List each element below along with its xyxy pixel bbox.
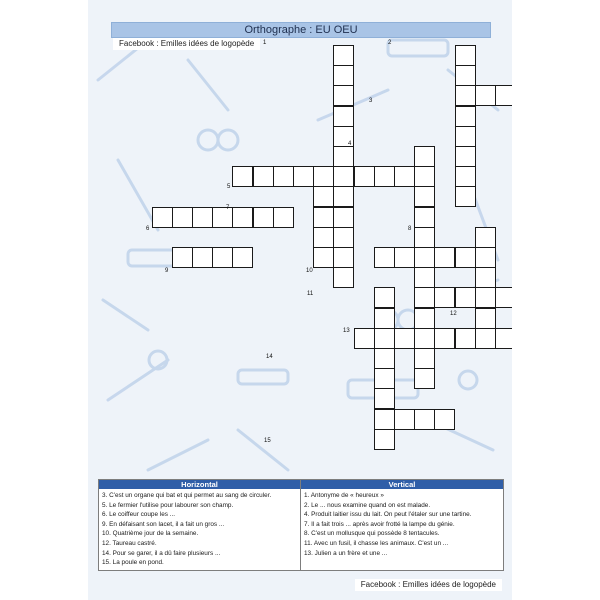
crossword-cell[interactable]	[333, 166, 354, 187]
crossword-cell[interactable]	[455, 126, 476, 147]
crossword-cell[interactable]	[455, 186, 476, 207]
clues-table	[98, 479, 504, 571]
horizontal-clue: 6. Le coiffeur coupe les ...	[102, 511, 176, 519]
vertical-heading: Vertical	[301, 480, 503, 489]
crossword-cell[interactable]	[455, 106, 476, 127]
clue-number-3: 3	[369, 98, 373, 104]
crossword-cell[interactable]	[333, 45, 354, 66]
horizontal-clue: 12. Taureau castré.	[102, 539, 157, 547]
clue-number-7: 7	[226, 205, 230, 211]
crossword-cell[interactable]	[414, 247, 435, 268]
crossword-cell[interactable]	[434, 409, 455, 430]
crossword-cell[interactable]	[232, 166, 253, 187]
vertical-clue: 1. Antonyme de « heureux »	[304, 492, 384, 499]
crossword-cell[interactable]	[333, 227, 354, 248]
crossword-cell[interactable]	[273, 207, 294, 228]
crossword-cell[interactable]	[455, 146, 476, 167]
crossword-cell[interactable]	[475, 287, 496, 308]
crossword-cell[interactable]	[333, 207, 354, 228]
crossword-cell[interactable]	[414, 409, 435, 430]
crossword-cell[interactable]	[495, 85, 512, 106]
crossword-cell[interactable]	[333, 65, 354, 86]
crossword-cell[interactable]	[475, 267, 496, 288]
crossword-cell[interactable]	[434, 247, 455, 268]
clue-number-6: 6	[146, 226, 150, 232]
crossword-cell[interactable]	[313, 166, 334, 187]
crossword-cell[interactable]	[333, 146, 354, 167]
vertical-clue: 4. Produit laitier issu du lait. On peut l'étaler sur une tartine.	[304, 511, 472, 519]
crossword-cell[interactable]	[455, 65, 476, 86]
crossword-cell[interactable]	[232, 207, 253, 228]
horizontal-clue: 14. Pour se garer, il a dû faire plusieurs ...	[102, 549, 221, 557]
crossword-cell[interactable]	[212, 207, 233, 228]
crossword-cell[interactable]	[394, 328, 415, 349]
clue-number-4: 4	[348, 141, 352, 147]
crossword-cell[interactable]	[333, 186, 354, 207]
crossword-cell[interactable]	[313, 207, 334, 228]
crossword-cell[interactable]	[394, 247, 415, 268]
crossword-cell[interactable]	[475, 85, 496, 106]
crossword-cell[interactable]	[313, 186, 334, 207]
crossword-cell[interactable]	[414, 368, 435, 389]
credit-bottom: Facebook : Emilles idées de logopède	[355, 579, 502, 591]
clue-number-2: 2	[388, 40, 392, 46]
crossword-cell[interactable]	[475, 328, 496, 349]
crossword-cell[interactable]	[333, 247, 354, 268]
crossword-cell[interactable]	[475, 308, 496, 329]
crossword-cell[interactable]	[374, 409, 395, 430]
horizontal-clue: 3. C'est un organe qui bat et qui permet au sang de circuler.	[102, 492, 272, 499]
clue-number-12: 12	[450, 311, 457, 317]
crossword-cell[interactable]	[475, 247, 496, 268]
crossword-cell[interactable]	[192, 247, 213, 268]
crossword-cell[interactable]	[414, 328, 435, 349]
crossword-cell[interactable]	[414, 207, 435, 228]
clue-number-15: 15	[264, 438, 271, 444]
worksheet-page	[88, 0, 512, 600]
crossword-cell[interactable]	[172, 207, 193, 228]
crossword-cell[interactable]	[455, 45, 476, 66]
vertical-clue: 2. Le ... nous examine quand on est malade.	[304, 501, 431, 509]
clue-number-9: 9	[165, 268, 169, 274]
crossword-cell[interactable]	[374, 247, 395, 268]
crossword-cell[interactable]	[354, 166, 375, 187]
crossword-cell[interactable]	[434, 328, 455, 349]
crossword-cell[interactable]	[455, 247, 476, 268]
crossword-cell[interactable]	[495, 328, 512, 349]
crossword-cell[interactable]	[455, 328, 476, 349]
horizontal-clues-column	[99, 480, 301, 570]
crossword-cell[interactable]	[354, 328, 375, 349]
horizontal-heading: Horizontal	[99, 480, 300, 489]
clue-number-10: 10	[306, 268, 313, 274]
crossword-cell[interactable]	[374, 388, 395, 409]
crossword-cell[interactable]	[152, 207, 173, 228]
page-title: Orthographe : EU OEU	[111, 22, 491, 38]
crossword-cell[interactable]	[414, 227, 435, 248]
crossword-cell[interactable]	[232, 247, 253, 268]
clue-number-14: 14	[266, 354, 273, 360]
crossword-cell[interactable]	[414, 267, 435, 288]
crossword-cell[interactable]	[333, 267, 354, 288]
crossword-cell[interactable]	[374, 308, 395, 329]
crossword-cell[interactable]	[394, 166, 415, 187]
clue-number-5: 5	[227, 184, 231, 190]
crossword-cell[interactable]	[333, 106, 354, 127]
crossword-cell[interactable]	[172, 247, 193, 268]
vertical-clue: 7. Il a fait trois ... après avoir frotté la lampe du génie.	[304, 520, 455, 528]
crossword-cell[interactable]	[414, 146, 435, 167]
crossword-cell[interactable]	[374, 328, 395, 349]
crossword-cell[interactable]	[374, 348, 395, 369]
crossword-cell[interactable]	[475, 227, 496, 248]
crossword-cell[interactable]	[313, 227, 334, 248]
crossword-cell[interactable]	[455, 287, 476, 308]
clue-number-11: 11	[307, 291, 314, 297]
crossword-cell[interactable]	[313, 247, 334, 268]
horizontal-clue: 5. Le fermier l'utilise pour labourer son champ.	[102, 501, 234, 509]
crossword-cell[interactable]	[455, 166, 476, 187]
crossword-cell[interactable]	[253, 166, 274, 187]
crossword-cell[interactable]	[212, 247, 233, 268]
crossword-cell[interactable]	[374, 368, 395, 389]
horizontal-clue: 15. La poule en pond.	[102, 559, 164, 567]
crossword-cell[interactable]	[273, 166, 294, 187]
vertical-clue: 8. C'est un mollusque qui possède 8 tentacules.	[304, 530, 440, 538]
crossword-cell[interactable]	[414, 166, 435, 187]
clue-number-1: 1	[263, 40, 267, 46]
crossword-cell[interactable]	[414, 308, 435, 329]
crossword-cell[interactable]	[253, 207, 274, 228]
crossword-cell[interactable]	[414, 287, 435, 308]
crossword-cell[interactable]	[333, 85, 354, 106]
crossword-cell[interactable]	[455, 85, 476, 106]
vertical-clue: 11. Avec un fusil, il chasse les animaux. C'est un ...	[304, 539, 449, 547]
crossword-cell[interactable]	[374, 287, 395, 308]
crossword-cell[interactable]	[293, 166, 314, 187]
crossword-cell[interactable]	[394, 409, 415, 430]
vertical-clues-column	[301, 480, 503, 570]
crossword-cell[interactable]	[414, 186, 435, 207]
horizontal-clue: 9. En défaisant son lacet, il a fait un gros ...	[102, 520, 225, 528]
credit-top: Facebook : Emilles idées de logopède	[113, 38, 260, 50]
clue-number-8: 8	[408, 226, 412, 232]
clue-number-13: 13	[343, 328, 350, 334]
crossword-cell[interactable]	[495, 287, 512, 308]
vertical-clue: 13. Julien a un frère et une ...	[304, 549, 388, 557]
horizontal-clue: 10. Quatrième jour de la semaine.	[102, 530, 199, 538]
crossword-cell[interactable]	[374, 166, 395, 187]
crossword-cell[interactable]	[374, 429, 395, 450]
crossword-cell[interactable]	[434, 287, 455, 308]
crossword-cell[interactable]	[414, 348, 435, 369]
crossword-cell[interactable]	[192, 207, 213, 228]
